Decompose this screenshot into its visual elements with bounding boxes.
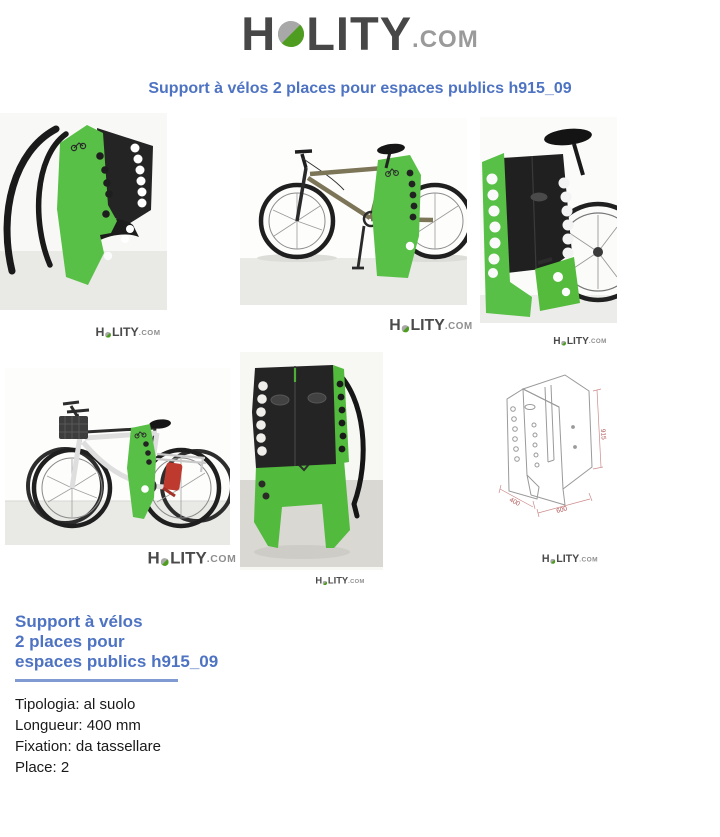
black-panel <box>252 365 338 468</box>
product-image-bike-side[interactable] <box>240 118 467 305</box>
product-photo-two-bikes <box>5 368 230 545</box>
spec-longueur: Longueur: 400 mm <box>15 717 141 734</box>
watermark-tld: .COM <box>206 552 237 565</box>
spec-place: Place: 2 <box>15 759 70 776</box>
product-specs <box>15 694 435 778</box>
product-image-front-view[interactable] <box>0 113 167 310</box>
watermark-prefix: H <box>389 315 401 334</box>
holity-o-icon <box>278 21 304 47</box>
watermark-prefix: H <box>315 575 323 586</box>
watermark-suffix: LITY <box>327 575 349 586</box>
page-title: Support à vélos 2 places pour espaces publics h915_09 <box>148 80 572 97</box>
product-heading-line-2: 2 places pour <box>15 632 125 651</box>
logo-prefix: H <box>241 7 277 60</box>
watermark-logo <box>533 553 607 564</box>
dim-depth: 600 <box>555 505 569 515</box>
watermark-tld: .COM <box>138 328 161 337</box>
product-image-technical-drawing[interactable] <box>493 367 613 527</box>
watermark-suffix: LITY <box>556 552 580 565</box>
watermark-tld: .COM <box>588 337 607 345</box>
watermark-prefix: H <box>95 324 105 339</box>
dim-width: 400 <box>508 496 521 508</box>
product-photo-bike-side <box>240 118 467 305</box>
watermark-tld: .COM <box>444 320 473 332</box>
photo-floor <box>240 258 467 305</box>
spec-fixation: Fixation: da tassellare <box>15 738 161 755</box>
watermark-suffix: LITY <box>410 315 445 334</box>
rack-shadow <box>254 545 350 559</box>
heading-underline <box>15 679 178 682</box>
logo-tld: .COM <box>412 26 479 53</box>
holity-logo <box>0 7 720 60</box>
watermark-logo <box>376 317 486 333</box>
product-photo-closeup <box>480 117 617 323</box>
watermark-tld: .COM <box>348 577 365 585</box>
watermark-logo <box>545 335 615 345</box>
watermark-suffix: LITY <box>170 547 207 568</box>
watermark-logo <box>134 549 251 566</box>
watermark-logo <box>308 576 373 585</box>
product-image-two-bikes[interactable] <box>5 368 230 545</box>
front-basket <box>59 416 88 439</box>
holity-o-icon <box>550 559 555 564</box>
product-info <box>15 612 435 778</box>
holity-o-icon <box>402 325 409 332</box>
watermark-prefix: H <box>541 552 550 565</box>
watermark-suffix: LITY <box>111 324 139 339</box>
spec-tipologia: Tipologia: al suolo <box>15 696 136 713</box>
holity-o-icon <box>105 332 111 338</box>
product-photo-rear-view <box>240 352 383 570</box>
watermark-logo <box>85 325 171 337</box>
holity-o-icon <box>323 581 327 585</box>
watermark-tld: .COM <box>579 555 599 564</box>
product-image-closeup[interactable] <box>480 117 617 323</box>
product-heading-line-1: Support à vélos <box>15 612 143 631</box>
logo-suffix: LITY <box>306 7 413 60</box>
black-panel <box>502 154 574 273</box>
product-heading-line-3: espaces publics h915_09 <box>15 652 219 671</box>
product-photo-front-view <box>0 113 167 310</box>
holity-o-icon <box>561 341 566 346</box>
watermark-suffix: LITY <box>566 334 589 347</box>
watermark-prefix: H <box>553 334 561 347</box>
product-drawing <box>493 367 613 527</box>
watermark-prefix: H <box>147 547 160 568</box>
product-image-rear-view[interactable] <box>240 352 383 570</box>
holity-o-icon <box>161 558 169 566</box>
dim-height: 915 <box>599 428 607 440</box>
